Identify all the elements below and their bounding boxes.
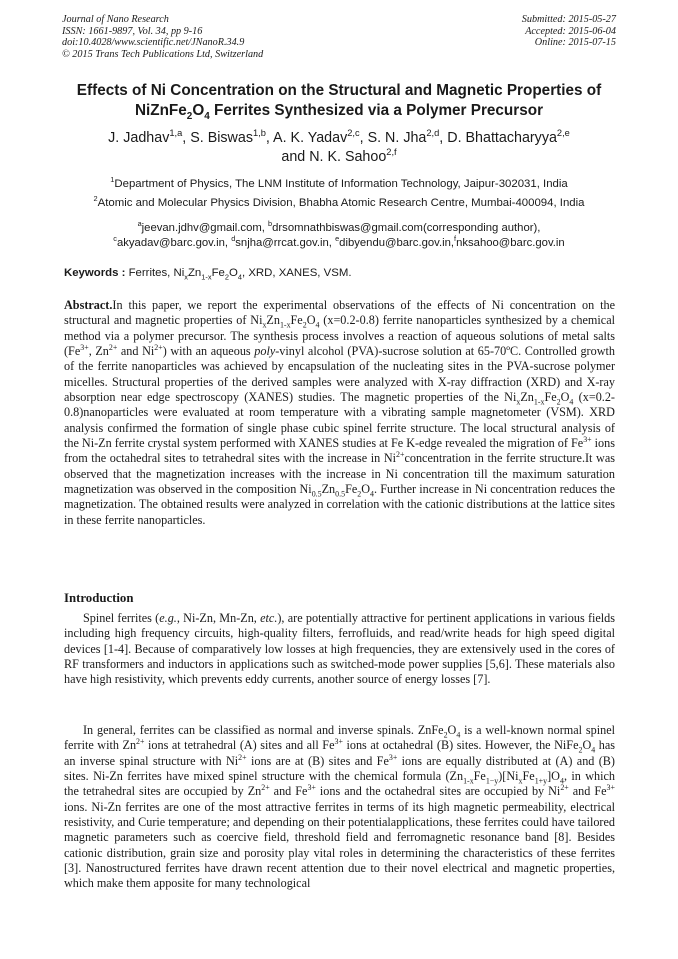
abs-frag: O xyxy=(306,313,316,328)
paper-title xyxy=(40,81,638,121)
abs-frag: (x=0.2-0.8) ferrite nanoparticles synthesized by a chemical method via a polymer precursor. The synthesis process involves a reaction of aqueous solutions of metal salts (Fe xyxy=(64,313,615,359)
email-list xyxy=(40,221,638,250)
p2-sub: 1+y xyxy=(534,776,548,786)
abs-frag: and Ni xyxy=(117,344,155,359)
p2-sub: 2 xyxy=(578,745,583,755)
email-sup: d xyxy=(231,233,236,243)
author-line-1 xyxy=(40,129,638,148)
p2-sub: 4 xyxy=(456,730,461,740)
email-link[interactable]: nksahoo@barc.gov.in xyxy=(456,236,565,249)
title-sub: 2 xyxy=(186,111,193,123)
keywords xyxy=(64,267,352,282)
abs-frag: Zn xyxy=(266,313,280,328)
p2-frag: )[Ni xyxy=(498,769,519,784)
p2-sup: 2+ xyxy=(136,737,145,747)
abs-frag: , Zn xyxy=(88,344,109,359)
submitted-date: Submitted: 2015-05-27 xyxy=(521,14,616,25)
abs-sub: x xyxy=(262,320,267,330)
email-sup: c xyxy=(113,233,117,243)
email-link[interactable]: dibyendu@barc.gov.in, xyxy=(339,236,455,249)
title-frag: O xyxy=(192,102,205,119)
email-link[interactable]: drsomnathbiswas@gmail.com(corresponding author), xyxy=(272,222,541,234)
p2-sup: 2+ xyxy=(238,752,247,762)
p1-frag: Spinel ferrites ( xyxy=(83,611,160,625)
p2-frag: Fe xyxy=(522,769,535,784)
abstract xyxy=(64,298,615,528)
abs-sup: 3+ xyxy=(583,435,592,445)
p2-frag: and Fe xyxy=(568,784,607,799)
author-sup: 2,e xyxy=(556,128,570,139)
p2-sup: 2+ xyxy=(261,783,270,793)
author-sep: , xyxy=(265,130,274,146)
author-sup: 2,f xyxy=(386,147,397,158)
abs-frag: Fe xyxy=(290,313,303,328)
abs-sub: 4 xyxy=(315,320,320,330)
affiliation-sup: 2 xyxy=(93,194,98,204)
kw-sub: 2 xyxy=(224,272,229,282)
intro-paragraph-2 xyxy=(64,723,615,892)
journal-copyright: © 2015 Trans Tech Publications Ltd, Switzerland xyxy=(62,48,264,60)
author-list xyxy=(40,129,638,167)
p2-frag: ions and the octahedral sites are occupied by Ni xyxy=(315,784,561,799)
title-frag: NiZnFe xyxy=(134,102,187,119)
p2-frag: is a well-known normal spinel ferrite with Zn xyxy=(64,723,615,753)
p1-frag: , Ni-Zn, Mn-Zn, xyxy=(176,611,261,625)
abs-frag: O xyxy=(361,482,371,497)
email-line-2 xyxy=(40,233,638,251)
p2-frag: O xyxy=(447,723,457,737)
kw-frag: Ferrites, Ni xyxy=(128,267,185,279)
email-sup: b xyxy=(268,219,273,229)
introduction-heading: Introduction xyxy=(64,591,134,605)
abs-sub: 2 xyxy=(302,320,307,330)
p2-sub: 1−y xyxy=(485,776,499,786)
p2-sup: 3+ xyxy=(307,783,316,793)
p2-sub: 4 xyxy=(591,745,596,755)
p2-sub: 1-x xyxy=(463,776,474,786)
author-sep: , xyxy=(182,130,191,146)
affiliation-text: Department of Physics, The LNM Institute of Information Technology, Jaipur-302031, India xyxy=(114,178,568,190)
p2-frag: ions are at (B) sites and Fe xyxy=(246,753,389,768)
author-sup: 2,d xyxy=(426,128,440,139)
abs-sub: 1-x xyxy=(533,397,545,407)
title-line-2 xyxy=(40,101,638,121)
affiliation-1 xyxy=(40,177,638,191)
abstract-label: Abstract. xyxy=(64,298,113,312)
kw-frag: O xyxy=(228,267,238,279)
kw-sub: 4 xyxy=(237,272,242,282)
abs-frag: O xyxy=(560,390,570,405)
p2-sup: 3+ xyxy=(388,752,398,762)
online-date: Online: 2015-07-15 xyxy=(534,37,616,49)
journal-header xyxy=(62,14,263,60)
p2-frag: O xyxy=(582,738,592,753)
abs-frag: ) with an aqueous xyxy=(162,344,255,359)
email-link[interactable]: jeevan.jdhv@gmail.com, xyxy=(141,222,269,234)
abs-sup: 3+ xyxy=(80,342,89,352)
author-sup: 1,a xyxy=(169,128,183,139)
abs-frag: -vinyl alcohol (PVA)-sucrose solution at 65-70ºC. Controlled growth of the ferrite nanoparticles was achieved by encapsulation of the nucleating sites in the PVA-sucrose polymer micelles. Structural properties of the derived samples were analyzed with X-ray diffraction (XRD) and X-ray absorption near edge spectroscopy (XANES) studies. The magnetic properties of the Ni xyxy=(64,344,615,405)
author-name: S. Biswas xyxy=(190,130,253,146)
author-sup: 2,c xyxy=(347,128,360,139)
p2-frag: ions. Ni-Zn ferrites are one of the most attractive ferrites in terms of its high magnetic permeability, electrical resistivity, and Curie temperature; and depending on their potentialapplications, these ferrites could have tailored magnetic parameters such as coercive field, threshold field and ferromagnetic resonance band [8]. Besides cationic distribution, grain size and porosity play vital roles in determining the characteristics of these ferrites [3]. Nanostructured ferrites have drawn recent attention due to their novel electrical and magnetic properties, which make them apposite for many technological xyxy=(64,799,615,891)
keywords-label: Keywords : xyxy=(64,267,129,279)
abs-sup: 2+ xyxy=(108,342,118,352)
p2-sub: 2 xyxy=(443,730,448,740)
email-sup: e xyxy=(335,233,340,243)
p2-sup: 2+ xyxy=(560,783,569,793)
author-name: S. N. Jha xyxy=(367,130,427,146)
p2-frag: ions at tetrahedral (A) sites and all Fe xyxy=(144,738,335,753)
p2-frag: In general, ferrites can be classified as normal and inverse spinals. ZnFe xyxy=(83,723,444,737)
author-sup: 1,b xyxy=(252,128,266,139)
p2-sub: 4 xyxy=(559,776,564,786)
title-sub: 4 xyxy=(204,111,210,123)
kw-frag: Fe xyxy=(211,267,225,279)
journal-issn: ISSN: 1661-9897, Vol. 34, pp 9-16 xyxy=(62,25,203,37)
title-frag: Ferrites Synthesized via a Polymer Precursor xyxy=(209,102,544,119)
abs-frag: Zn xyxy=(520,390,534,405)
p2-sub: x xyxy=(518,776,523,786)
abs-sub: 0.5 xyxy=(311,489,322,499)
p1-ital: e.g. xyxy=(159,611,177,625)
abs-sub: x xyxy=(516,397,521,407)
abs-sub: 0.5 xyxy=(335,489,346,499)
author-name: and N. K. Sahoo xyxy=(281,149,387,165)
author-name: J. Jadhav xyxy=(108,130,170,146)
author-sep: , xyxy=(359,130,368,146)
email-link[interactable]: akyadav@barc.gov.in, xyxy=(116,236,232,249)
p2-sup: 3+ xyxy=(606,783,615,793)
p1-ital: etc. xyxy=(260,611,278,625)
abs-frag: In this paper, we report the experimental observations of the effects of Ni concentration on the structural and magnetic properties of Ni xyxy=(64,298,615,328)
p2-frag: Fe xyxy=(473,769,486,784)
kw-frag: Zn xyxy=(187,267,202,279)
kw-sub: x xyxy=(184,272,188,282)
title-line-1: Effects of Ni Concentration on the Structural and Magnetic Properties of xyxy=(76,82,602,99)
abs-frag: (x=0.2-0.8)nanoparticles were evaluated at room temperature with a vibrating sample magnetometer (VSM). XRD analysis confirmed the formation of single phase cubic spinel ferrite structure. The local structural analysis of the Ni-Zn ferrite crystal system performed with XANES studies at Fe K-edge revealed the migration of Fe xyxy=(64,390,615,451)
abs-sub: 4 xyxy=(569,397,574,407)
abs-frag: Fe xyxy=(544,390,557,405)
abs-frag: Fe xyxy=(345,482,358,497)
p2-frag: ions are equally distributed at (A) and (B) sites. Ni-Zn ferrites have mixed spinel structure with the chemical formula (Zn xyxy=(64,753,615,784)
p2-frag: ]O xyxy=(547,769,560,784)
abs-sub: 4 xyxy=(370,489,374,499)
abs-frag: Zn xyxy=(321,482,336,497)
abs-sub: 2 xyxy=(556,397,561,407)
accepted-date: Accepted: 2015-06-04 xyxy=(525,25,616,37)
author-name: D. Bhattacharyya xyxy=(447,130,557,146)
p2-frag: ions at octahedral (B) sites. However, the NiFe xyxy=(342,738,579,753)
abs-frag: . Further increase in Ni concentration reduces the magnetization. The obtained results were analyzed in correlation with the cationic distributions at the lattice sites in these ferrite nanoparticles. xyxy=(64,482,615,527)
affiliation-text: Atomic and Molecular Physics Division, Bhabha Atomic Research Centre, Mumbai-400094, India xyxy=(97,197,585,209)
p1-frag: ), are potentially attractive for pertinent applications in various fields including high frequency circuits, high-quality filters, ferrofluids, and read/write heads for high speed digital devices [1-4]. Because of comparatively low losses at high frequencies, they are extensively used in the cores of RF transformers and inductors in applications such as switched-mode power supplies [5,6]. These materials also have high resistivity, which prevents eddy currents, another source of energy losses [7]. xyxy=(64,611,616,687)
dates-header xyxy=(522,14,616,49)
author-sep: , xyxy=(439,130,448,146)
author-line-2 xyxy=(40,148,638,167)
journal-name: Journal of Nano Research xyxy=(62,14,169,25)
affiliation-sup: 1 xyxy=(110,175,115,185)
abs-sup: 2+ xyxy=(154,342,163,352)
abs-ital: poly xyxy=(254,344,276,359)
p2-frag: and Fe xyxy=(269,784,308,799)
intro-paragraph-1 xyxy=(64,611,615,688)
affiliation-2 xyxy=(40,196,638,210)
abs-frag: concentration in the ferrite structure.It was observed that the magnetization increases with the increase in Ni concentration till the maximum saturation magnetization was observed in the composition Ni xyxy=(64,451,616,497)
abs-frag: ions from the octahedral sites to tetrahedral sites with the increase in Ni xyxy=(64,436,615,466)
kw-sub: 1-x xyxy=(201,272,212,282)
email-sup: f xyxy=(454,233,457,243)
journal-doi[interactable]: doi:10.4028/www.scientific.net/JNanoR.34.9 xyxy=(62,37,245,49)
author-name: A. K. Yadav xyxy=(273,130,348,146)
p2-frag: , in which the tetrahedral sites are occupied by Zn xyxy=(64,769,616,799)
p2-sup: 3+ xyxy=(334,737,343,747)
p2-frag: has an inverse spinal structure with Ni xyxy=(64,738,616,768)
email-sup: a xyxy=(137,219,142,229)
email-link[interactable]: snjha@rrcat.gov.in, xyxy=(235,236,336,249)
abs-sup: 2+ xyxy=(396,450,405,460)
kw-frag: , XRD, XANES, VSM. xyxy=(241,267,352,279)
abs-sub: 2 xyxy=(357,489,362,499)
abs-sub: 1-x xyxy=(279,320,291,330)
